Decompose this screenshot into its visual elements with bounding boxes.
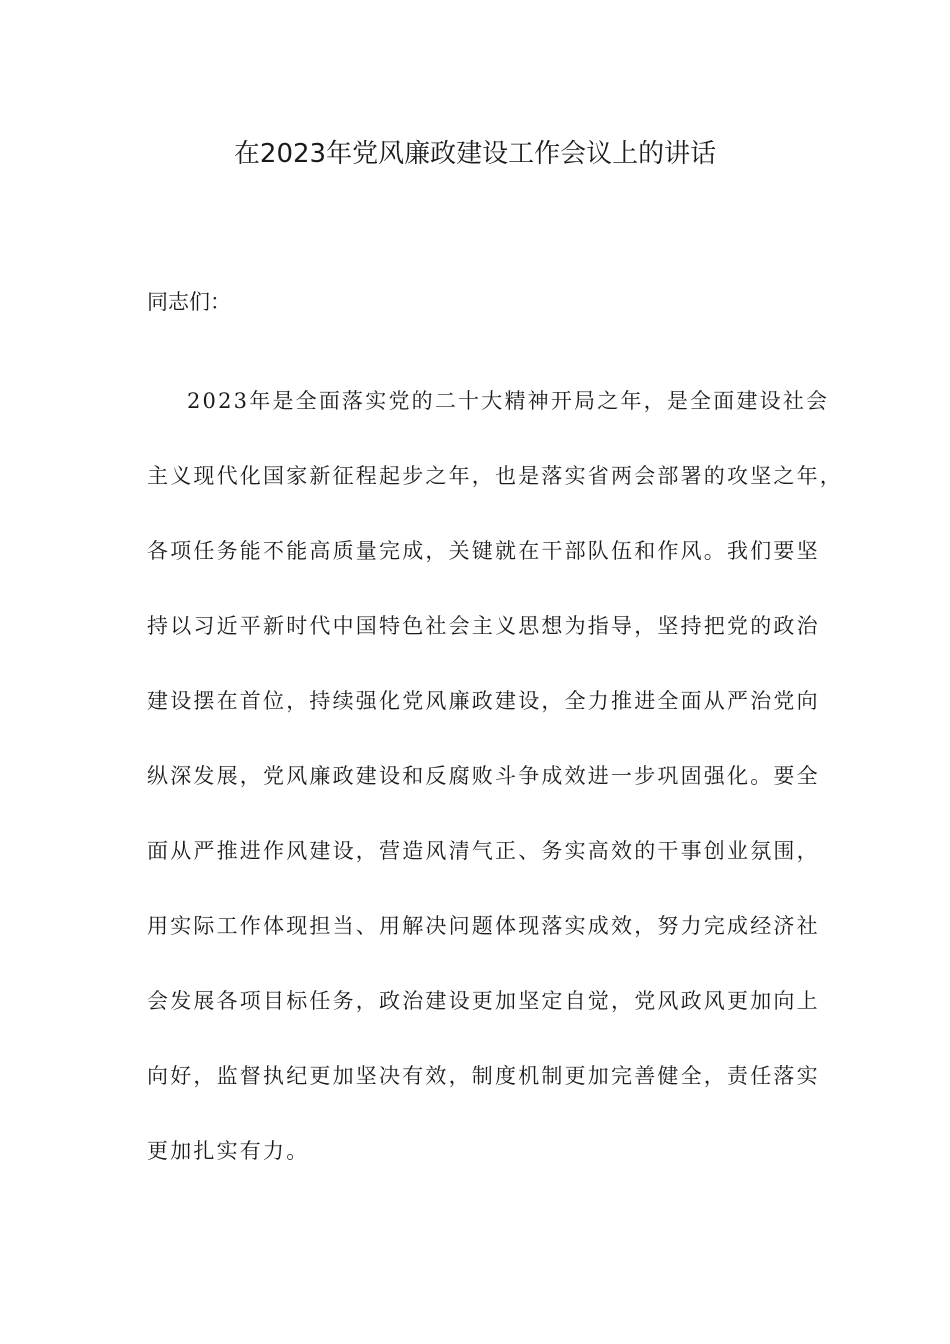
paragraph-line: 面从严推进作风建设，营造风清气正、务实高效的干事创业氛围， bbox=[147, 839, 820, 863]
body-paragraph bbox=[147, 364, 843, 1189]
paragraph-line: 用实际工作体现担当、用解决问题体现落实成效，努力完成经济社 bbox=[147, 914, 820, 938]
paragraph-line: 会发展各项目标任务，政治建设更加坚定自觉，党风政风更加向上 bbox=[147, 989, 820, 1013]
paragraph-line: 纵深发展，党风廉政建设和反腐败斗争成效进一步巩固强化。要全 bbox=[147, 764, 820, 788]
paragraph-line: 持以习近平新时代中国特色社会主义思想为指导，坚持把党的政治 bbox=[147, 614, 820, 638]
paragraph-line: 2023年是全面落实党的二十大精神开局之年，是全面建设社会 bbox=[187, 389, 830, 413]
salutation: 同志们： bbox=[147, 290, 231, 314]
paragraph-line: 向好，监督执纪更加坚决有效，制度机制更加完善健全，责任落实 bbox=[147, 1064, 820, 1088]
paragraph-line: 更加扎实有力。 bbox=[147, 1139, 310, 1163]
paragraph-line: 各项任务能不能高质量完成，关键就在干部队伍和作风。我们要坚 bbox=[147, 539, 820, 563]
paragraph-line: 建设摆在首位，持续强化党风廉政建设，全力推进全面从严治党向 bbox=[147, 689, 820, 713]
document-title: 在2023年党风廉政建设工作会议上的讲话 bbox=[233, 139, 717, 169]
paragraph-line: 主义现代化国家新征程起步之年，也是落实省两会部署的攻坚之年， bbox=[147, 464, 843, 488]
